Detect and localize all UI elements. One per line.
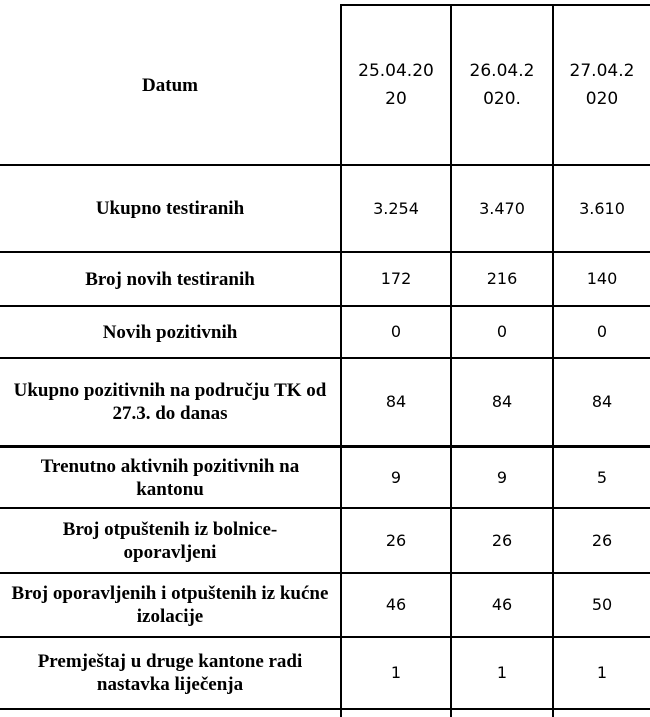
table-cell: 84 xyxy=(591,392,613,411)
table-cell: 3.610 xyxy=(579,198,625,218)
row-label: Broj oporavljenih i otpuštenih iz kućne izolacije xyxy=(11,583,329,627)
table-cell: 172 xyxy=(380,269,412,288)
table-cell: 26 xyxy=(491,530,513,550)
table-cell: 216 xyxy=(486,269,518,288)
table-cell: 9 xyxy=(390,467,402,487)
table-cell: 0 xyxy=(496,322,508,341)
row-label: Ukupno testiranih xyxy=(95,198,245,219)
table-cell: 0 xyxy=(596,322,608,341)
header-label: Datum xyxy=(142,74,198,96)
table-cell: 140 xyxy=(586,269,618,288)
table-cell: 3.254 xyxy=(373,198,419,218)
table-cell: 1 xyxy=(596,663,608,682)
table-cell: 3.470 xyxy=(479,198,525,218)
table-cell: 0 xyxy=(390,322,402,341)
table-cell: 46 xyxy=(385,595,407,614)
row-divider xyxy=(0,708,650,710)
row-label: Trenutno aktivnih pozitivnih na kantonu xyxy=(40,455,300,500)
table-cell: 9 xyxy=(496,467,508,487)
header-date: 25.04.20 20 xyxy=(358,61,434,109)
table-cell: 5 xyxy=(596,467,608,487)
table-cell: 50 xyxy=(591,595,613,614)
row-label: Broj novih testiranih xyxy=(85,268,255,290)
table-cell: 84 xyxy=(385,392,407,411)
row-label: Broj otpuštenih iz bolnice-oporavljeni xyxy=(62,518,278,563)
header-date: 26.04.2 020. xyxy=(469,61,535,109)
header-date: 27.04.2 020 xyxy=(569,61,635,109)
table-cell: 26 xyxy=(385,530,407,550)
table-cell: 46 xyxy=(491,595,513,614)
row-label: Novih pozitivnih xyxy=(102,321,238,343)
table-cell: 1 xyxy=(496,663,508,682)
table-cell: 26 xyxy=(591,530,613,550)
row-label: Ukupno pozitivnih na području TK od 27.3. do danas xyxy=(13,380,327,424)
table-cell: 1 xyxy=(390,663,402,682)
table-cell: 84 xyxy=(491,392,513,411)
row-label: Premještaj u druge kantone radi nastavka liječenja xyxy=(37,651,303,695)
